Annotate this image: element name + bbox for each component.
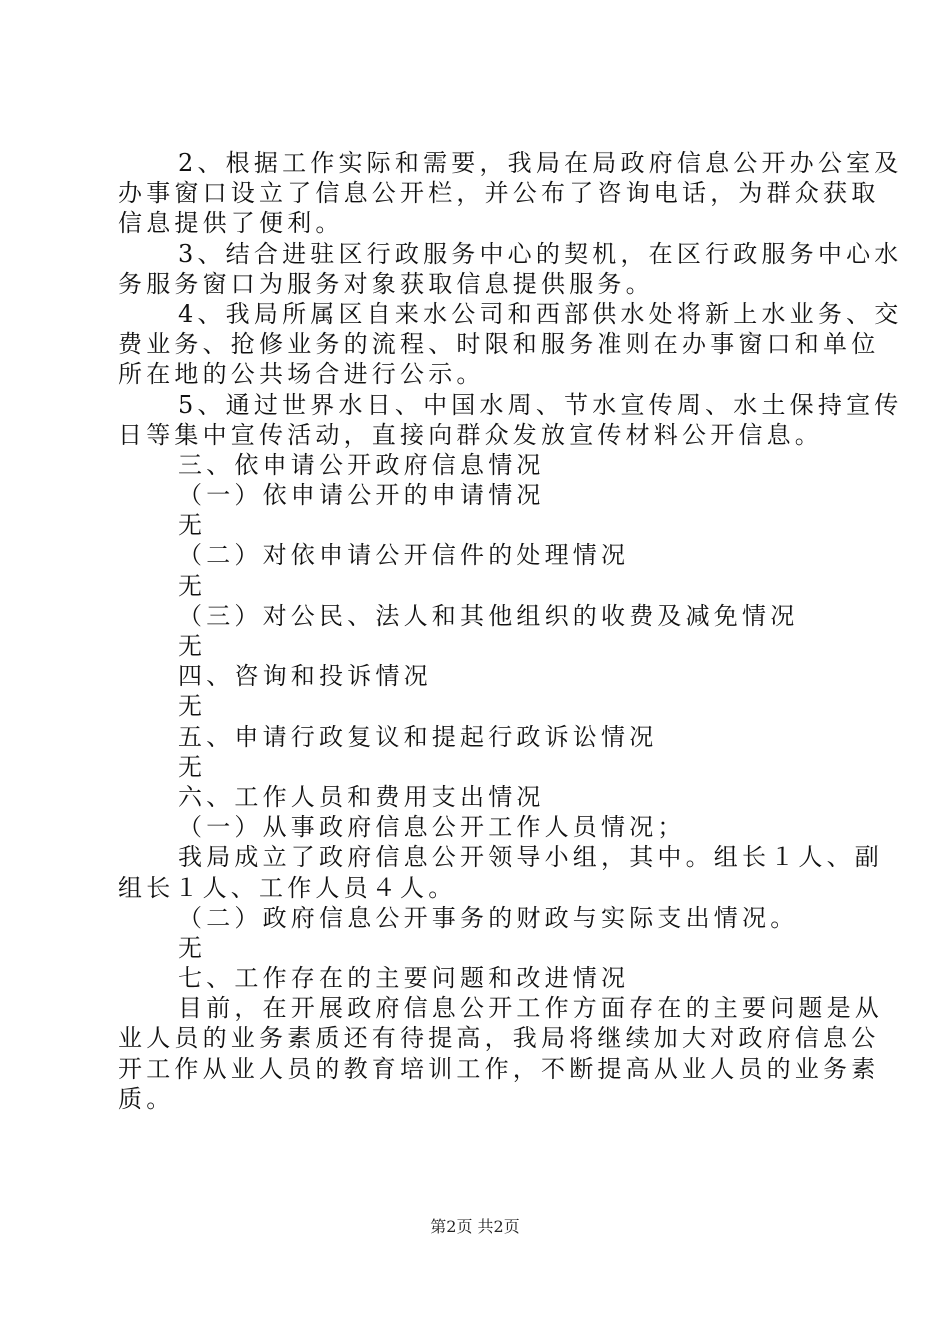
paragraph-line: 4、我局所属区自来水公司和西部供水处将新上水业务、交 bbox=[178, 299, 903, 328]
paragraph-line: 我局成立了政府信息公开领导小组，其中。组长１人、副 bbox=[178, 843, 883, 872]
paragraph-line: 目前，在开展政府信息公开工作方面存在的主要问题是从 bbox=[178, 994, 883, 1023]
subsection-heading: （二）政府信息公开事务的财政与实际支出情况。 bbox=[178, 903, 799, 932]
paragraph-line: 无 bbox=[178, 692, 207, 721]
paragraph-line: 无 bbox=[178, 632, 207, 660]
section-heading: 七、工作存在的主要问题和改进情况 bbox=[178, 964, 630, 993]
subsection-heading: （一）从事政府信息公开工作人员情况； bbox=[178, 813, 686, 842]
section-heading: 五、申请行政复议和提起行政诉讼情况 bbox=[178, 722, 658, 751]
section-heading: 三、依申请公开政府信息情况 bbox=[178, 450, 545, 479]
paragraph-line: 业人员的业务素质还有待提高，我局将继续加大对政府信息公 bbox=[118, 1024, 880, 1053]
paragraph-line: 2、根据工作实际和需要，我局在局政府信息公开办公室及 bbox=[178, 149, 903, 177]
paragraph-line: 开工作从业人员的教育培训工作，不断提高从业人员的业务素 bbox=[118, 1054, 880, 1083]
paragraph-line: 所在地的公共场合进行公示。 bbox=[118, 360, 485, 389]
paragraph-line: 无 bbox=[178, 511, 207, 540]
paragraph-line: 费业务、抢修业务的流程、时限和服务准则在办事窗口和单位 bbox=[118, 330, 880, 359]
section-heading: 六、工作人员和费用支出情况 bbox=[178, 782, 545, 811]
paragraph-line: 办事窗口设立了信息公开栏，并公布了咨询电话，为群众获取 bbox=[118, 179, 880, 208]
paragraph-line: 无 bbox=[178, 571, 207, 600]
paragraph-line: 质。 bbox=[118, 1084, 175, 1113]
paragraph-line: 组长１人、工作人员４人。 bbox=[118, 873, 457, 902]
subsection-heading: （三）对公民、法人和其他组织的收费及减免情况 bbox=[178, 601, 799, 630]
paragraph-line: 信息提供了便利。 bbox=[118, 209, 344, 238]
paragraph-line: 3、结合进驻区行政服务中心的契机，在区行政服务中心水 bbox=[178, 239, 903, 268]
paragraph-line: 务服务窗口为服务对象获取信息提供服务。 bbox=[118, 269, 654, 298]
subsection-heading: （二）对依申请公开信件的处理情况 bbox=[178, 541, 630, 570]
paragraph-line: 日等集中宣传活动，直接向群众发放宣传材料公开信息。 bbox=[118, 420, 823, 449]
page-footer: 第2页 共2页 bbox=[430, 1217, 520, 1236]
subsection-heading: （一）依申请公开的申请情况 bbox=[178, 481, 545, 510]
paragraph-line: 5、通过世界水日、中国水周、节水宣传周、水土保持宣传 bbox=[178, 390, 903, 419]
paragraph-line: 无 bbox=[178, 752, 207, 781]
document-body bbox=[118, 148, 903, 1114]
section-heading: 四、咨询和投诉情况 bbox=[178, 662, 432, 691]
paragraph-line: 无 bbox=[178, 933, 207, 962]
